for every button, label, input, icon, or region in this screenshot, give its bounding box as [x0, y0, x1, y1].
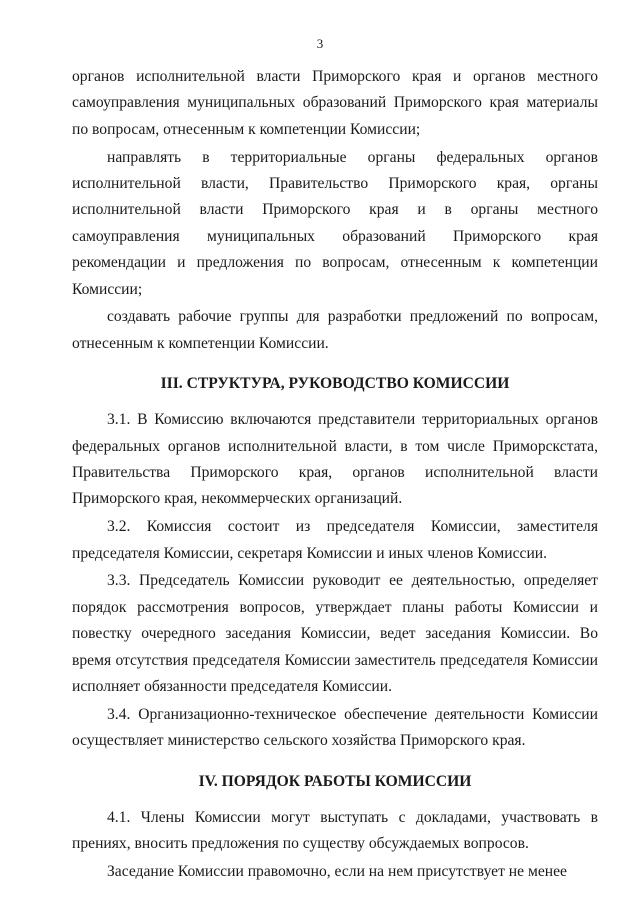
- paragraph: 3.3. Председатель Комиссии руководит ее деятельностью, определяет порядок рассмотрения вопросов, утверждает планы работы Комиссии и повестку очередного заседания Комиссии, ведет заседания Комиссии. Во время отсутствия председателя Комиссии заместитель председателя Комиссии исполняет обязанности председателя Комиссии.: [72, 572, 598, 696]
- section-heading: III. СТРУКТУРА, РУКОВОДСТВО КОМИССИИ: [160, 375, 510, 393]
- paragraph: создавать рабочие группы для разработки предложений по вопросам, отнесенным к компетенции Комиссии.: [72, 308, 598, 352]
- paragraph: 3.4. Организационно-техническое обеспечение деятельности Комиссии осуществляет министерство сельского хозяйства Приморского края.: [72, 705, 598, 750]
- section-heading: IV. ПОРЯДОК РАБОТЫ КОМИССИИ: [198, 772, 472, 790]
- paragraph: органов исполнительной власти Приморского края и органов местного самоуправления муниципальных образований Приморского края материалы по вопросам, отнесенным к компетенции Комиссии;: [72, 68, 598, 138]
- paragraph: 4.1. Члены Комиссии могут выступать с докладами, участвовать в прениях, вносить предложения по существу обсуждаемых вопросов.: [72, 808, 598, 853]
- paragraph: направлять в территориальные органы федеральных органов исполнительной власти, Правительство Приморского края, органы исполнительной власти Приморского края и в органы местного самоуправления муниципальных образований Приморского края рекомендации и предложения по вопросам, отнесенным к компетенции Комиссии;: [72, 148, 598, 298]
- page-number: 3: [316, 36, 324, 51]
- document-body: [72, 64, 598, 885]
- paragraph: 3.1. В Комиссию включаются представители территориальных органов федеральных органов исполнительной власти, в том числе Приморскстата, Правительства Приморского края, органов исполнительной власти Приморского края, некоммерческих организаций.: [72, 411, 598, 508]
- paragraph: Заседание Комиссии правомочно, если на нем присутствует не менее: [107, 862, 567, 880]
- paragraph: 3.2. Комиссия состоит из председателя Комиссии, заместителя председателя Комиссии, секретаря Комиссии и иных членов Комиссии.: [72, 518, 598, 562]
